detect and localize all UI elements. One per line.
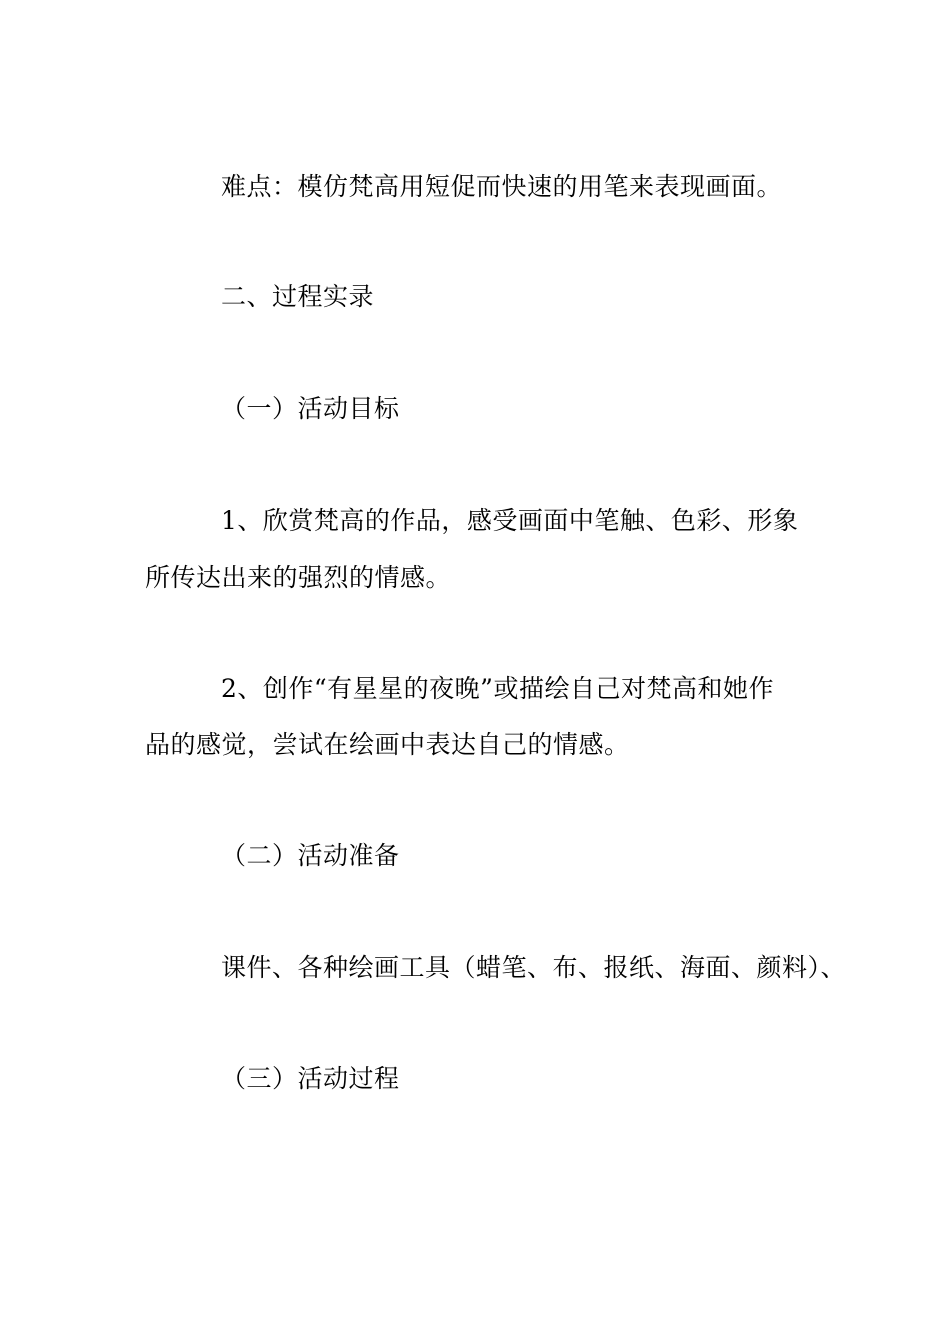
goal-1-line-2: 所传达出来的强烈的情感。: [145, 563, 452, 592]
section-two-heading: 二、过程实录: [221, 282, 375, 311]
activity-prep-heading: （二）活动准备: [221, 841, 400, 870]
goal-2-line-2: 品的感觉，尝试在绘画中表达自己的情感。: [145, 730, 630, 759]
activity-process-heading: （三）活动过程: [221, 1064, 400, 1093]
prep-materials-paragraph: 课件、各种绘画工具（蜡笔、布、报纸、海面、颜料）、: [221, 953, 847, 982]
goal-2-line-1: 2、创作“有星星的夜晚”或描绘自己对梵高和她作: [221, 674, 774, 703]
goal-1-line-1: 1、欣赏梵高的作品，感受画面中笔触、色彩、形象: [221, 506, 799, 535]
difficulty-paragraph: 难点：模仿梵高用短促而快速的用笔来表现画面。: [221, 172, 783, 201]
activity-goals-heading: （一）活动目标: [221, 394, 400, 423]
